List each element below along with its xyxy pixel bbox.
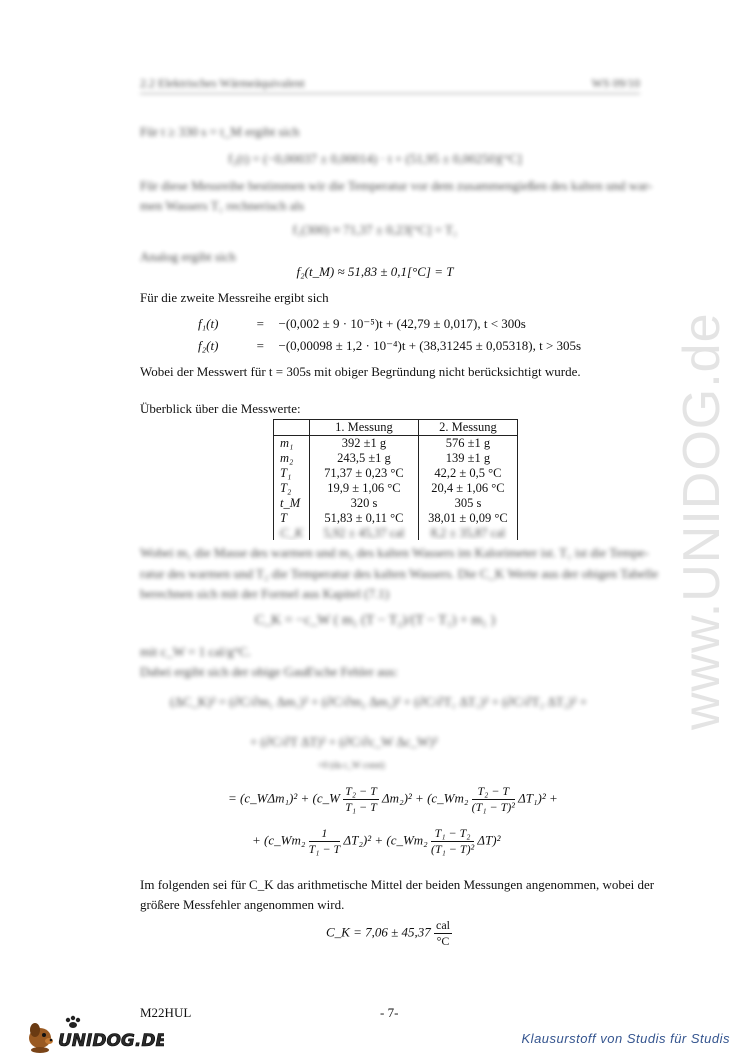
table-cell: 392 ±1 g (309, 436, 418, 452)
paragraph-2a: Für diese Messreihe bestimmen wir die Temperatur vor dem zusammengießen des kalten und war- (140, 178, 653, 193)
equation-5: C_K = −c_W ( m₁ (T − T₂)/(T − T₁) + m₁ ) (254, 613, 496, 628)
fraction-numerator: T₂ − T (345, 784, 377, 798)
equation-4b-op: = (256, 338, 264, 353)
footer-course-code: M22HUL (140, 1005, 192, 1020)
equation-4a-op: = (256, 316, 264, 331)
table-header-measurement-2: 2. Messung (418, 420, 517, 436)
measurement-table (273, 419, 518, 540)
unidog-logo (24, 1012, 164, 1056)
watermark-text: www.UNIDOG.de (673, 312, 731, 730)
equation-7a-part: Δm₂)² + (c_Wm₂ (382, 790, 469, 806)
paragraph-4: Für die zweite Messreihe ergibt sich (140, 290, 329, 305)
equation-8-lhs: C_K = 7,06 ± 45,37 (326, 924, 431, 940)
table-cell: 19,9 ± 1,06 °C (309, 481, 418, 496)
paragraph-2b: men Wassers T₁ rechnerisch als (140, 198, 305, 213)
equation-2: f₁(300) ≈ 71,37 ± 0,23[°C] = T₁ (292, 222, 458, 237)
equation-8 (326, 918, 452, 949)
paragraph-1: Für t ≥ 330 s = t_M ergibt sich (140, 124, 300, 139)
equation-7b-part: ΔT₂)² + (c_Wm₂ (343, 832, 428, 848)
table-cell: m₂ (274, 451, 310, 466)
equation-3: f₂(t_M) ≈ 51,83 ± 0,1[°C] = T (296, 264, 454, 279)
equation-6b: + (∂C/∂T ΔT)² + (∂C/∂c_W Δc_W)² (250, 734, 438, 749)
equation-4b-rhs: −(0,00098 ± 1,2 · 10⁻⁴)t + (38,31245 ± 0,05318), t > 305s (278, 338, 582, 353)
table-row (274, 466, 518, 481)
logo-wordmark: UNIDOG.DE (58, 1031, 164, 1051)
table-cell: 20,4 ± 1,06 °C (418, 481, 517, 496)
equation-6c: =0 (da c_W const) (318, 760, 385, 770)
paragraph-9: Dabei ergibt sich der obige Gauß'sche Fehler aus: (140, 664, 399, 679)
equation-7b-part: + (c_Wm₂ (252, 832, 306, 848)
fraction-numerator: T₁ − T₂ (431, 826, 474, 842)
equation-7b-part: ΔT)² (477, 832, 501, 848)
footer-page-number: - 7- (380, 1005, 399, 1020)
paragraph-7c: berechnen sich mit der Formel aus Kapitel (7.1) (140, 586, 390, 601)
fraction-denominator: T₁ − T (308, 842, 341, 856)
header-section-title: 2.2 Elektrisches Wärmeäquivalent (140, 76, 305, 90)
equation-7a-part: ΔT₁)² + (518, 790, 558, 806)
table-cell: m₁ (274, 436, 310, 452)
equation-4b-lhs: f₂(t) (198, 338, 219, 353)
table-cell: 38,01 ± 0,09 °C (418, 511, 517, 526)
equation-7a-part: = (c_WΔm₁)² + (c_W (228, 790, 340, 806)
equation-6a: (ΔC_K)² = (∂C/∂m₁ Δm₁)² + (∂C/∂m₂ Δm₂)² + (∂C/∂T₁ ΔT₁)² + (∂C/∂T₂ ΔT₂)² + (170, 694, 588, 709)
table-cell: 42,2 ± 0,5 °C (418, 466, 517, 481)
equation-4a-rhs: −(0,002 ± 9 · 10⁻⁵)t + (42,79 ± 0,017), t < 300s (278, 316, 526, 331)
table-header-empty (274, 420, 310, 436)
table-cell: C_K (274, 526, 310, 540)
table-cell: 5,92 ± 45,37 cal (309, 526, 418, 540)
footer-tagline: Klausurstoff von Studis für Studis (521, 1031, 730, 1046)
paragraph-7a: Wobei m₁ die Masse des warmen und m₂ des kalten Wassers im Kalorimeter ist. T₁ ist die Tempe- (140, 545, 649, 560)
paragraph-6: Überblick über die Messwerte: (140, 401, 301, 416)
table-row (274, 511, 518, 526)
paragraph-5: Wobei der Messwert für t = 305s mit obiger Begründung nicht berücksichtigt wurde. (140, 364, 581, 379)
equation-7a (228, 784, 558, 815)
paragraph-3: Analog ergibt sich (140, 249, 236, 264)
paragraph-8: mit c_W = 1 cal/g°C. (140, 644, 251, 659)
dog-logo-icon (24, 1012, 164, 1056)
table-cell: T₂ (274, 481, 310, 496)
equation-4a-lhs: f₁(t) (198, 316, 219, 331)
equation-7b-fraction (431, 826, 474, 857)
equation-7a-fraction (343, 784, 379, 815)
fraction-denominator: (T₁ − T)² (430, 842, 475, 856)
table-cell: 71,37 ± 0,23 °C (309, 466, 418, 481)
table-cell: 8,2 ± 35,87 cal (418, 526, 517, 540)
header-semester: WS 09/10 (591, 76, 640, 90)
paragraph-10b: größere Messfehler angenommen wird. (140, 897, 345, 912)
fraction-numerator: T₂ − T (472, 784, 515, 800)
table-cell: 139 ±1 g (418, 451, 517, 466)
table-header-measurement-1: 1. Messung (309, 420, 418, 436)
fraction-numerator: 1 (309, 826, 341, 842)
table-row (274, 451, 518, 466)
equation-7b-fraction (309, 826, 341, 857)
table-cell: 305 s (418, 496, 517, 511)
table-cell: t_M (274, 496, 310, 511)
table-row (274, 496, 518, 511)
equation-7b (252, 826, 501, 857)
table-cell: T₁ (274, 466, 310, 481)
table-row (274, 436, 518, 452)
fraction-denominator: (T₁ − T)² (471, 800, 515, 814)
table-row (274, 526, 518, 540)
fraction-denominator: T₁ − T (345, 800, 377, 814)
table-cell: 243,5 ±1 g (309, 451, 418, 466)
table-cell: 51,83 ± 0,11 °C (309, 511, 418, 526)
equation-7a-fraction (472, 784, 515, 815)
table-cell: T (274, 511, 310, 526)
fraction-denominator: °C (436, 934, 450, 948)
table-cell: 576 ±1 g (418, 436, 517, 452)
equation-1: f₂(t) = (−0,00037 ± 0,00014) · t + (51,95 ± 0,00250)[°C] (228, 151, 522, 166)
paragraph-10a: Im folgenden sei für C_K das arithmetische Mittel der beiden Messungen angenommen, wobei der (140, 877, 655, 892)
equation-8-unit (434, 918, 452, 949)
fraction-numerator: cal (436, 918, 450, 932)
paragraph-7b: ratur des warmen und T₂ die Temperatur des kalten Wassers. Die C_K Werte aus der obigen Tabelle (140, 566, 659, 581)
table-cell: 320 s (309, 496, 418, 511)
table-row (274, 481, 518, 496)
